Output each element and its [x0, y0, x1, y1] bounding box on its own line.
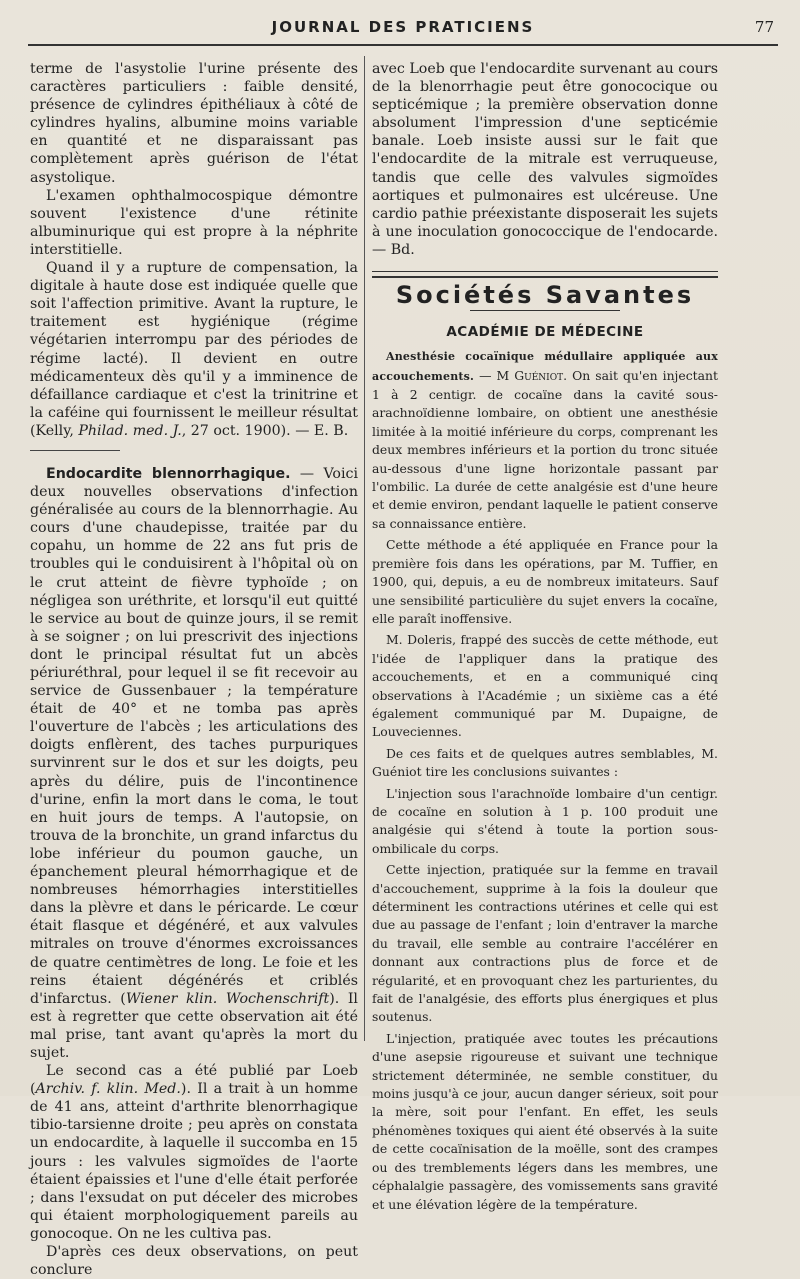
citation: Philad. med. J.	[78, 422, 182, 439]
paragraph: Le second cas a été publié par Loeb (Archiv. f. klin. Med.). Il a trait à un homme de 41 ans, atteint d'arthrite blenorrhagique tibio-tarsienne droite ; peu après on constata un endocardite, à laquelle il succomba en 15 jours : les valvules sigmoïdes de l'aorte étaient épaissies et l'une d'elle était perforée ; dans l'exsudat on put déceler des microbes qui étaient morphologiquement pareils au gonocoque. On ne les cultiva pas.	[30, 1063, 358, 1242]
paragraph: De ces faits et de quelques autres semblables, M. Guéniot tire les conclusions suivantes :	[372, 745, 718, 780]
paragraph: Cette méthode a été appliquée en France pour la première fois dans les opérations, par M. Tuffier, en 1900, qui, depuis, a eu de nombreux imitateurs. Sauf une sensibilité particulière du sujet envers la cocaïne, elle paraît inoffensive.	[372, 537, 718, 626]
page-number: 77	[754, 18, 774, 36]
column-divider	[364, 56, 365, 1041]
page-header	[28, 14, 778, 46]
paragraph: L'injection, pratiquée avec toutes les précautions d'une asepsie rigoureuse et suivant une technique strictement déterminée, ne semble constituer, du moins jusqu'à ce jour, aucun danger sérieux, soit pour la mère, soit pour l'enfant. En effet, les seuls phénomènes toxiques qui aient été observés à la suite de cette cocaïnisation de la moëlle, sont des crampes ou des tremblements légers dans les membres, une céphalalgie passagère, des vomissements sans gravité et une élévation légère de la température.	[372, 1030, 718, 1212]
paragraph: L'examen ophthalmocospique démontre souvent l'existence d'une rétinite albuminurique qui est propre à la néphrite interstitielle.	[30, 187, 358, 258]
right-column	[372, 60, 718, 1217]
paragraph: Cette injection, pratiquée sur la femme en travail d'accouchement, supprime à la fois la douleur que déterminent les contractions utérines et celle qui est due au passage de l'enfant ; loin d'entraver la marche du travail, elle semble au contraire l'accélérer en donnant aux contractions plus de force et de régularité, et en provoquant chez les parturientes, du fait de l'analgésie, des efforts plus énergiques et plus soutenus.	[372, 862, 718, 1025]
paragraph: Quand il y a rupture de compensation, la digitale à haute dose est indiquée quelle que soit l'affection primitive. Avant la rupture, le traitement est hygiénique (régime végétarien interrompu par des périodes de régime lacté). Il devient en outre médicamenteux dès qu'il y a imminence de défaillance cardiaque et c'est la trinitrine et la caféine qui fournissent le meilleur résultat (Kelly, Philad. med. J., 27 oct. 1900). — E. B.	[30, 260, 358, 439]
citation: Archiv. f. klin. Med.	[35, 1081, 181, 1098]
separator-rule	[30, 450, 120, 451]
article-title: Endocardite blennorrhagique.	[46, 465, 291, 482]
report-lead: Anesthésie cocaïnique médullaire appliquée aux accouchements.	[372, 350, 718, 383]
section-title: Sociétés Savantes	[395, 281, 695, 310]
left-column	[30, 60, 358, 1279]
paragraph: Anesthésie cocaïnique médullaire appliquée aux accouchements. — M Guéniot. On sait qu'en injectant 1 à 2 centigr. de cocaïne dans la cavité sous-arachnoïdienne lombaire, on obtient une anesthésie limitée à la moitié inférieure du corps, comprenant les deux membres inférieurs et la portion du tronc située au-dessous d'une ligne horizontale passant par l'ombilic. La durée de cette analgésie est d'une heure et demie environ, pendant laquelle le patient conserve sa connaissance entière.	[372, 350, 718, 531]
journal-title: JOURNAL DES PRATICIENS	[271, 18, 535, 36]
section-underline	[470, 310, 620, 311]
society-report	[372, 347, 718, 1214]
citation: Wiener klin. Wochenschrift	[125, 990, 330, 1007]
paragraph: Endocardite blennorrhagique. — Voici deux nouvelles observations d'infection généralisée au cours de la blennorrhagie. Au cours d'une chaudepisse, traitée par du copahu, un homme de 22 ans fut pris de troubles qui le conduisirent à l'hôpital où on le crut atteint de fièvre typhoïde ; on négligea son uréthrite, et lorsqu'il eut quitté le service au bout de quinze jours, il se remit à se soigner ; on lui prescrivit des injections dont le principal résultat fut un abcès périuréthral, pour lequel il se fit recevoir au service de Gussenbauer ; la température était de 40° et ne tomba pas après l'ouverture de l'abcès ; les articulations des doigts enflèrent, des taches purpuriques survinrent sur le dos et sur les doigts, peu après du délire, puis de l'incontinence d'urine, enfin la mort dans le coma, le tout en huit jours de temps. A l'autopsie, on trouva de la bronchite, un grand infarctus du lobe inférieur du poumon gauche, un épanchement pleural hémorrhagique et de nombreuses hémorrhagies interstitielles dans la plèvre et dans le péricarde. Le cœur était flasque et dégénéré, et aux valvules mitrales on trouve d'énormes excroissances de quatre centimètres de long. Le foie et les reins étaient dégénérés et criblés d'infarctus. (Wiener klin. Wochenschrift). Il est à regretter que cette observation ait été mal prise, tant avant qu'après la mort du sujet.	[30, 465, 358, 1061]
section-rule	[372, 271, 718, 278]
subsection-title: ACADÉMIE DE MÉDECINE	[446, 324, 644, 341]
paragraph: D'après ces deux observations, on peut conclure	[30, 1244, 358, 1279]
paragraph: avec Loeb que l'endocardite survenant au cours de la blenorrhagie peut être gonococique ou septicémique ; la première observation donne absolument l'impression d'une septicémie banale. Loeb insiste aussi sur le fait que l'endocardite de la mitrale est verruqueuse, tandis que celle des valvules sigmoïdes aortiques et pulmonaires est ulcéreuse. Une cardio pathie préexistante disposerait les sujets à une inoculation gonococcique de l'endocarde. — Bd.	[372, 61, 718, 258]
author-name: Guéniot	[514, 367, 564, 383]
paragraph: L'injection sous l'arachnoïde lombaire d'un centigr. de cocaïne en solution à 1 p. 100 produit une analgésie qui s'étend à toute la portion sous-ombilicale du corps.	[372, 785, 718, 856]
paragraph: M. Doleris, frappé des succès de cette méthode, eut l'idée de l'appliquer dans la pratique des accouchements, et en a communiqué cinq observations à l'Académie ; un sixième cas a été également communiqué par M. Dupaigne, de Louveciennes.	[372, 632, 718, 740]
paragraph: terme de l'asystolie l'urine présente des caractères particuliers : faible densité, présence de cylindres épithéliaux à côté de cylindres hyalins, albumine moins variable en quantité et ne disparaissant pas complètement après guérison de l'état asystolique.	[30, 61, 358, 186]
